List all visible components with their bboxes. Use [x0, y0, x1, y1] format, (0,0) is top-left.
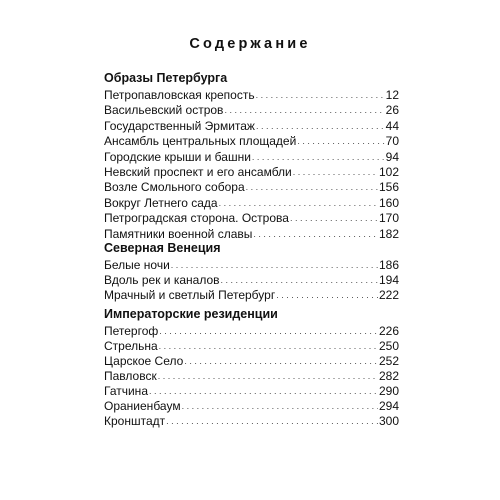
- toc-entry: [104, 324, 399, 339]
- entry-title: Петроградская сторона. Острова: [104, 211, 289, 226]
- entry-title: Петропавловская крепость: [104, 88, 255, 102]
- dot-leader: [290, 211, 378, 226]
- dot-leader: [149, 384, 378, 399]
- dot-leader: [159, 324, 378, 339]
- dot-leader: [276, 288, 378, 303]
- entry-page-number: 182: [378, 226, 399, 241]
- entry-page-number: 160: [378, 195, 399, 210]
- entry-page-number: 170: [378, 211, 399, 226]
- dot-leader: [219, 196, 378, 211]
- dot-leader: [159, 339, 378, 354]
- toc-entry: [104, 288, 399, 303]
- entry-title: Памятники военной славы: [104, 226, 253, 241]
- toc-entry: [104, 384, 399, 399]
- entry-page-number: 26: [385, 103, 399, 118]
- dot-leader: [293, 165, 378, 180]
- dot-leader: [221, 273, 378, 288]
- dot-leader: [171, 258, 378, 273]
- toc-section-severnaya-venetsiya: [104, 240, 399, 303]
- entry-page-number: 282: [378, 369, 399, 383]
- entry-title: Павловск: [104, 369, 157, 383]
- entry-title: Вдоль рек и каналов: [104, 273, 220, 287]
- toc-entry: [104, 196, 399, 211]
- entry-page-number: 294: [378, 399, 399, 413]
- entry-page-number: 186: [378, 258, 399, 272]
- entry-page-number: 222: [378, 288, 399, 302]
- toc-section-obrazy-peterburga: [104, 70, 399, 242]
- entry-page-number: 94: [385, 149, 399, 164]
- entry-page-number: 102: [378, 164, 399, 179]
- toc-entry: [104, 211, 399, 226]
- dot-leader: [297, 134, 384, 149]
- entry-page-number: 250: [378, 339, 399, 353]
- entry-title: Белые ночи: [104, 258, 170, 272]
- entry-title: Вокруг Летнего сада: [104, 195, 218, 210]
- dot-leader: [184, 354, 378, 369]
- entry-page-number: 44: [385, 118, 399, 133]
- entry-page-number: 226: [378, 324, 399, 338]
- page-title: Содержание: [189, 36, 311, 52]
- toc-entry: [104, 258, 399, 273]
- toc-entry: [104, 354, 399, 369]
- entry-title: Мрачный и светлый Петербург: [104, 288, 276, 302]
- entry-title: Васильевский остров: [104, 103, 224, 118]
- entry-title: Невский проспект и его ансамбли: [104, 164, 292, 179]
- entry-title: Стрельна: [104, 339, 158, 353]
- toc-entry: [104, 399, 399, 414]
- entry-title: Возле Смольного собора: [104, 180, 245, 195]
- entry-title: Гатчина: [104, 384, 148, 398]
- entry-title: Городские крыши и башни: [104, 149, 251, 164]
- toc-entry: [104, 134, 399, 149]
- entry-page-number: 300: [378, 414, 399, 428]
- section-heading: Императорские резиденции: [104, 307, 278, 321]
- toc-entry: [104, 339, 399, 354]
- toc-entry: [104, 180, 399, 195]
- toc-entry: [104, 88, 399, 103]
- dot-leader: [158, 369, 378, 384]
- entry-title: Ансамбль центральных площадей: [104, 134, 297, 149]
- dot-leader: [256, 88, 385, 103]
- section-heading: Образы Петербурга: [104, 71, 228, 85]
- dot-leader: [256, 119, 385, 134]
- section-heading: Северная Венеция: [104, 241, 221, 255]
- toc-section-imperatorskie-rezidentsii: [104, 306, 399, 429]
- dot-leader: [252, 150, 385, 165]
- entry-page-number: 70: [385, 134, 399, 149]
- dot-leader: [182, 399, 378, 414]
- dot-leader: [224, 103, 384, 118]
- entry-title: Кронштадт: [104, 414, 166, 428]
- toc-entry: [104, 369, 399, 384]
- entry-title: Государственный Эрмитаж: [104, 118, 255, 133]
- toc-entry: [104, 273, 399, 288]
- toc-entry: [104, 150, 399, 165]
- entry-page-number: 290: [378, 384, 399, 398]
- entry-title: Ораниенбаум: [104, 399, 181, 413]
- entry-page-number: 194: [378, 273, 399, 287]
- toc-entry: [104, 165, 399, 180]
- toc-entry: [104, 119, 399, 134]
- dot-leader: [166, 414, 378, 429]
- entry-page-number: 156: [378, 180, 399, 195]
- entry-page-number: 12: [385, 88, 399, 102]
- entry-title: Царское Село: [104, 354, 184, 368]
- toc-entry: [104, 414, 399, 429]
- dot-leader: [246, 180, 378, 195]
- entry-page-number: 252: [378, 354, 399, 368]
- toc-entry: [104, 103, 399, 118]
- entry-title: Петергоф: [104, 324, 159, 338]
